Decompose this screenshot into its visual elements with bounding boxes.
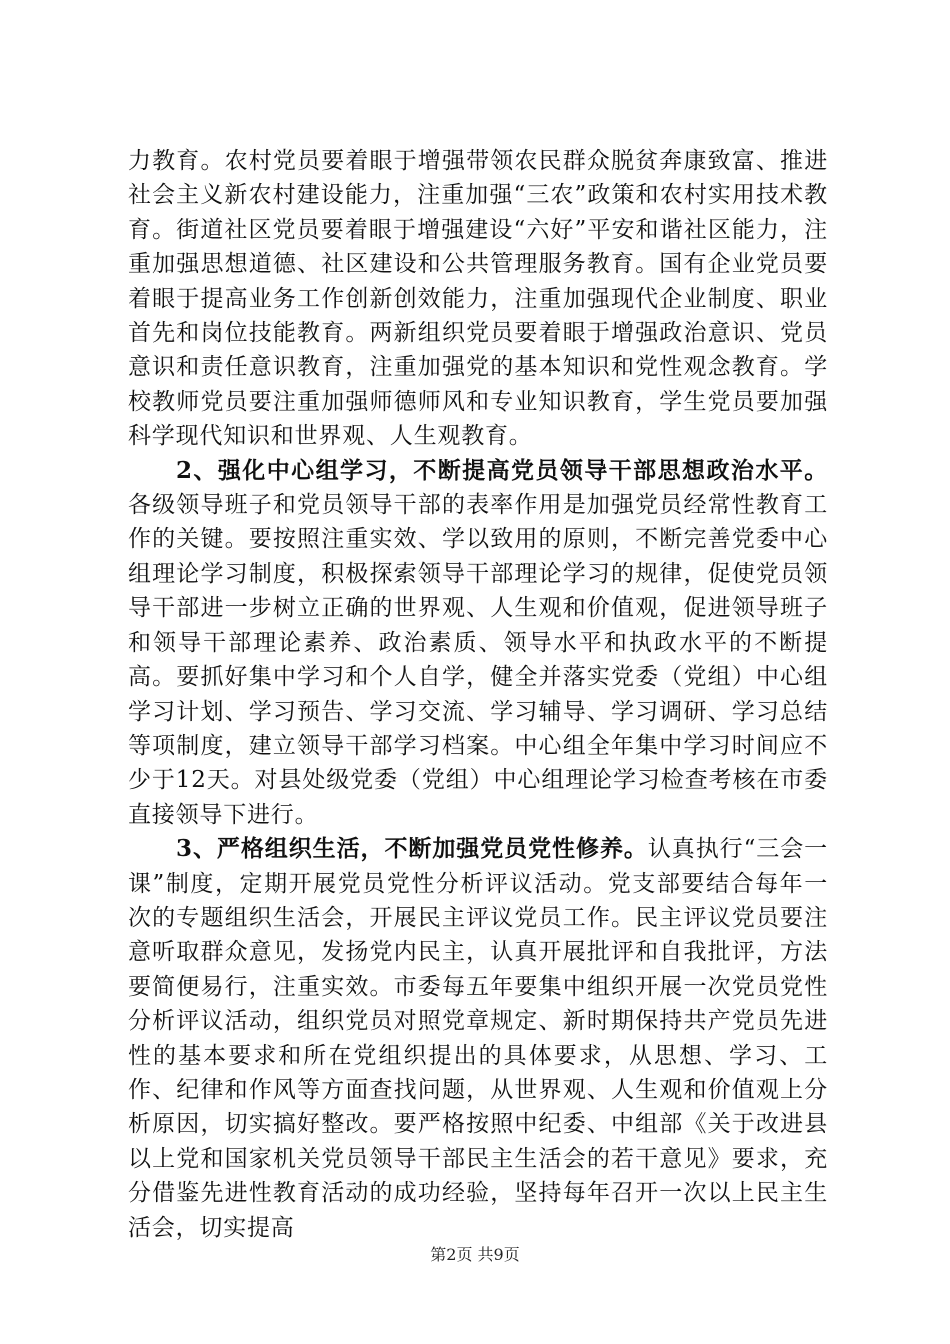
paragraph-3-text: 认真执行“三会一课”制度，定期开展党员党性分析评议活动。党支部要结合每年一次的专题组织生活会，开展民主评议党员工作。民主评议党员要注意听取群众意见，发扬党内民主，认真开展批评和自我批评，方法要简便易行，注重实效。市委每五年要集中组织开展一次党员党性分析评议活动，组织党员对照党章规定、新时期保持共产党员先进性的基本要求和所在党组织提出的具体要求，从思想、学习、工作、纪律和作风等方面查找问题，从世界观、人生观和价值观上分析原因，切实搞好整改。要严格按照中纪委、中组部《关于改进县以上党和国家机关党员领导干部民主生活会的若干意见》要求，充分借鉴先进性教育活动的成功经验，坚持每年召开一次以上民主生活会，切实提高 <box>128 836 828 1241</box>
document-body <box>128 144 828 1245</box>
paragraph-section-3 <box>128 832 828 1245</box>
paragraph-3-heading: 3、严格组织生活，不断加强党员党性修养。 <box>176 835 648 863</box>
page-number-footer: 第2页 共9页 <box>430 1245 520 1264</box>
paragraph-section-2 <box>128 454 828 832</box>
paragraph-2-text: 各级领导班子和党员领导干部的表率作用是加强党员经常性教育工作的关键。要按照注重实效、学以致用的原则，不断完善党委中心组理论学习制度，积极探索领导干部理论学习的规律，促使党员领导干部进一步树立正确的世界观、人生观和价值观，促进领导班子和领导干部理论素养、政治素质、领导水平和执政水平的不断提高。要抓好集中学习和个人自学，健全并落实党委（党组）中心组学习计划、学习预告、学习交流、学习辅导、学习调研、学习总结等项制度，建立领导干部学习档案。中心组全年集中学习时间应不少于12天。对县处级党委（党组）中心组理论学习检查考核在市委直接领导下进行。 <box>128 492 828 828</box>
paragraph-1-text: 力教育。农村党员要着眼于增强带领农民群众脱贫奔康致富、推进社会主义新农村建设能力，注重加强“三农”政策和农村实用技术教育。街道社区党员要着眼于增强建设“六好”平安和谐社区能力，注重加强思想道德、社区建设和公共管理服务教育。国有企业党员要着眼于提高业务工作创新创效能力，注重加强现代企业制度、职业首先和岗位技能教育。两新组织党员要着眼于增强政治意识、党员意识和责任意识教育，注重加强党的基本知识和党性观念教育。学校教师党员要注重加强师德师风和专业知识教育，学生党员要加强科学现代知识和世界观、人生观教育。 <box>128 148 828 450</box>
paragraph-2-heading: 2、强化中心组学习，不断提高党员领导干部思想政治水平。 <box>176 456 828 484</box>
paragraph-continuation <box>128 144 828 454</box>
